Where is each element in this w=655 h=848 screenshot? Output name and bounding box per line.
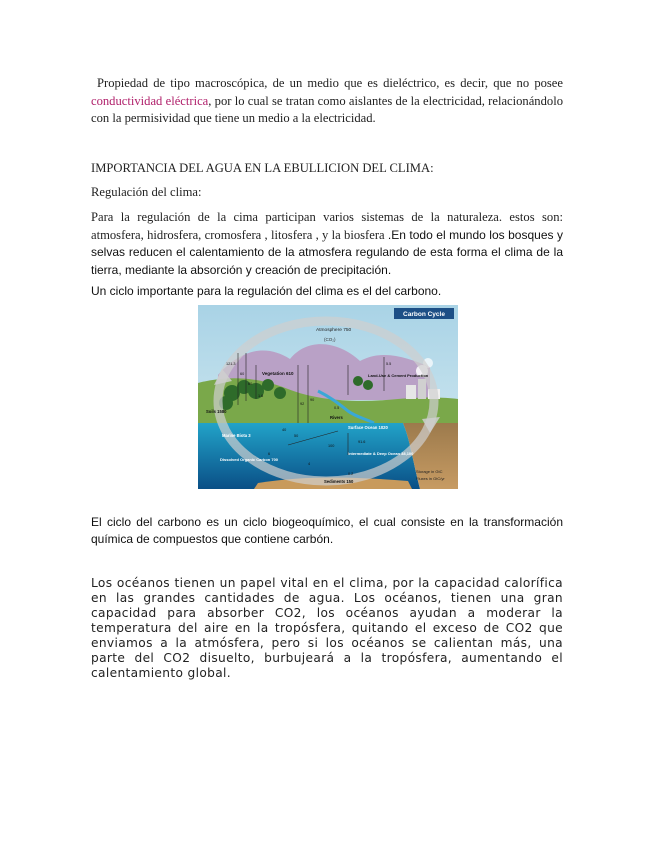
paragraph-dielectric [91,75,563,128]
flux-label: 0.2 [348,472,354,476]
flux-label: 60 [248,382,253,386]
label-vegetation: Vegetation 610 [262,371,294,376]
paragraph-carbon-definition: El ciclo del carbono es un ciclo biogeoquímico, el cual consiste en la transformación química de compuestos que contiene carbón. [91,515,563,546]
carbon-cycle-diagram [198,305,458,489]
label-surface-ocean: Surface Ocean 1020 [348,425,388,430]
flux-label: 6 [268,452,271,456]
paragraph-text: Propiedad de tipo macroscópica, de un medio que es dieléctrico, es decir, que no posee [97,76,563,90]
co2-label: (CO₂) [324,337,336,342]
label-marine-biota: Marine Biota 3 [222,433,251,438]
flux-label: 91.6 [358,440,366,444]
diagram-title: Carbon Cycle [403,311,445,318]
flux-label: 90 [310,398,315,402]
section-heading: IMPORTANCIA DEL AGUA EN LA EBULLICION DEL CLIMA: [91,161,434,175]
flux-label: 1.6 [258,394,264,398]
flux-label: 4 [308,462,311,466]
paragraph-oceans: Los océanos tienen un papel vital en el clima, por la capacidad calorífica en las grandes cantidades de agua. Los océanos, tienen una gran capacidad para absorber CO2, los océanos ayudan a moderar la temperatura del aire en la tropósfera, quitando el exceso de CO2 que enviamos a la atmósfera, pero si los océanos se calientan más, una parte del CO2 disuelto, burbujeará a la tropósfera, aumentando el calentamiento global. [91,576,563,680]
paragraph-climate-regulation [91,209,563,279]
flux-label: 5.5 [386,362,392,366]
subsection-heading: Regulación del clima: [91,185,202,199]
flux-label: 40 [282,428,287,432]
paragraph-text: , por lo cual se tratan como aislantes de la electricidad, relacionándolo con la permisividad que tiene un medio a la electricidad. [91,93,563,125]
legend-fluxes: Fluxes in GtC/yr [416,476,445,481]
flux-label: 60 [240,372,245,376]
paragraph-text: Para la regulación de la cima participan varios sistemas de la naturaleza. estos son: atmosfera, hidrosfera, cromosfera , litosfera , y la biosfera [91,210,563,242]
flux-label: 121.3 [226,362,236,366]
legend-storage: Storage in GtC [416,469,443,474]
paragraph-text: .En todo el mundo los bosques y selvas reducen el calentamiento de la atmosfera regulando de esta forma el clima de la tierra, mediante la absorción y creación de precipitación. [91,227,563,277]
label-soils: Soils 1580 [206,409,227,414]
flux-label: 0.5 [334,406,340,410]
paragraph-carbon-intro: Un ciclo importante para la regulación del clima es el del carbono. [91,284,442,298]
label-sediments: Sediments 150 [324,479,354,484]
label-intermediate-deep: Intermediate & Deep Ocean 38,100 [348,451,414,456]
conductividad-link[interactable]: conductividad eléctrica [91,93,209,108]
label-rivers: Rivers [330,415,343,420]
flux-label: 100 [328,444,335,448]
flux-label: 92 [300,402,305,406]
label-atmosphere: Atmosphere 750 [316,328,352,333]
label-land-use: Land-Use & Cement Production [368,373,429,378]
flux-label: 50 [294,434,299,438]
label-dissolved-organic: Dissolved Organic Carbon 700 [220,457,279,462]
